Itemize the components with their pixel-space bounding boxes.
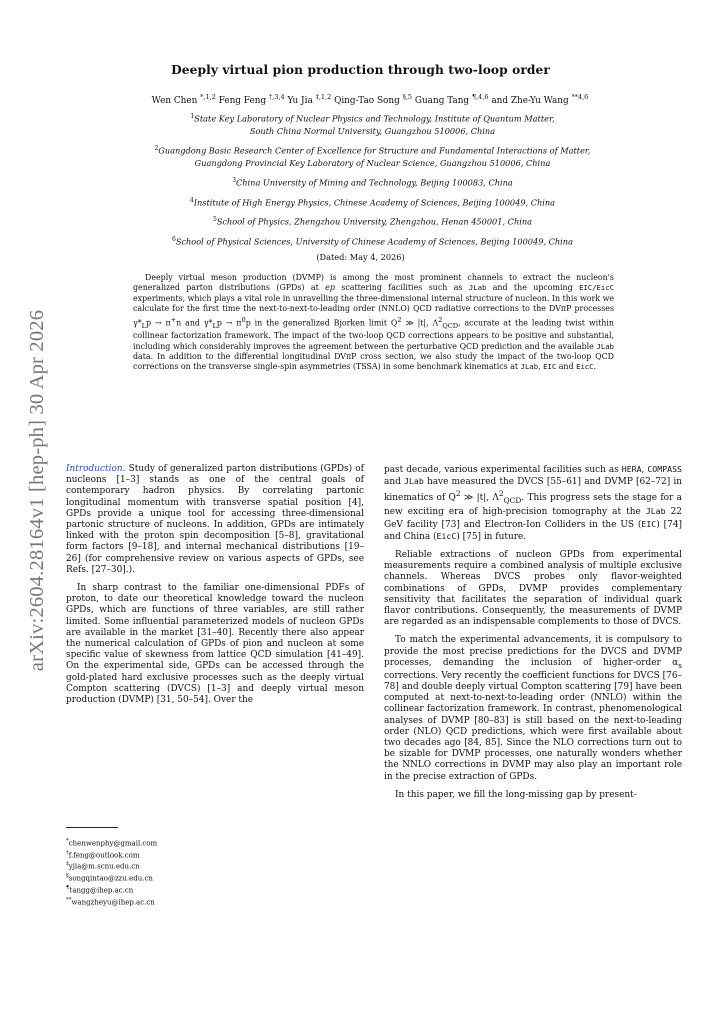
affiliation-line: Institute of High Energy Physics, Chinese Academy of Sciences, Beijing 100049, China [193,197,556,208]
arxiv-identifier-stamp [20,290,56,690]
affiliation-1 [80,111,665,137]
affiliation-line: School of Physics, Zhengzhou University, Zhengzhou, Henan 450001, China [216,216,532,227]
affiliation-3 [80,175,665,189]
author-name: Qing-Tao Song [334,95,400,106]
author-name: Wen Chen [151,95,198,106]
author-marks: **4,6 [571,93,589,101]
author-marks: *,1,2 [200,93,216,101]
author-marks: ‡,1,2 [315,93,332,101]
author-marks: ¶,4,6 [471,93,489,101]
paragraph: In sharp contrast to the familiar one-dimensional PDFs of proton, to date our theoretical knowledge toward the nucleon GPDs, which are functions of three variables, are still rather limited. Some influential parameterized models of nucleon GPDs are available in the market [31–40]. Recently there also appear the numerical calculation of GPDs of pion and nucleon at some specific value of skewness from lattice QCD simulation [41–49]. On the experimental side, GPDs can be accessed through the gold-plated hard exclusive processes such as the deeply virtual Compton scattering (DVCS) [1–3] and deeply virtual meson production (DVMP) [31, 50–54]. Over the [66,583,364,706]
affiliation-number: 3 [232,177,237,184]
affiliation-line: China University of Mining and Technology, Beijing 100083, China [236,177,513,188]
affiliation-line: State Key Laboratory of Nuclear Physics and Technology, Institute of Quantum Matter, [194,113,555,124]
intro-paragraph: Introduction. Study of generalized parton distributions (GPDs) of nucleons [1–3] stands as one of the central goals of contemporary hadron physics. By correlating partonic longitudinal momentum with transverse spatial position [4], GPDs provide a unique tool for accessing three-dimensional partonic structure of nucleons. In addition, GPDs are intimately linked with the proton spin decomposition [5–8], gravitational form factors [9–18], and internal mechanical distributions [19–26] (for comprehensive review on various aspects of GPDs, see Refs. [27–30].). [66,464,364,575]
footnote: §songqintao@zzu.edu.cn [66,873,153,883]
abstract: Deeply virtual meson production (DVMP) is among the most prominent channels to extract the nucleon's generalized parton distributions (GPDs) at ep scattering facilities such as JLab and the upcoming EIC/EicC experiments, which plays a vital role in unravelling the three-dimensional internal structure of nucleon. In this work we calculate for the first time the next-to-next-to-leading order (NNLO) QCD radiative corrections to the DVπP processes $\gamma*_Lp \to \pi^+n$ and $\gamma*_Lp \to \pi^0p$ in the generalized Bjorken limit $Q^2$ ≫ |t|, $\Lambda^2_{QCD}$, accurate at the leading twist within collinear factorization framework. The impact of the two-loop QCD corrections appears to be positive and substantial, including which considerably improves the agreement between the perturbative QCD prediction and the available JLab data. In addition to the differential longitudinal DVπP cross section, we also study the impact of the two-loop QCD corrections on the transverse single-spin asymmetries (TSSA) in some benchmark kinematics at JLab, EIC and EicC. [133,273,614,372]
footnote: ¶tangg@ihep.ac.cn [66,884,134,895]
footnote: †f.feng@outlook.com [66,849,140,860]
affiliation-line: School of Physical Sciences, University of Chinese Academy of Sciences, Beijing 100049, China [175,236,573,247]
left-column [66,464,364,713]
paragraph: past decade, various experimental facilities such as HERA, COMPASS and JLab have measured the DVCS [55–61] and DVMP [62–72] in kinematics of $Q^2$ ≫ |t|, $\Lambda^2_{QCD}$. This progress sets the stage for a new exciting era of high-precision tomography at the JLab 22 GeV facility [73] and Electron-Ion Colliders in the US (EIC) [74] and China (EicC) [75] in future. [384,464,682,542]
author-marks: §,5 [402,93,413,101]
paragraph: In this paper, we fill the long-missing gap by present- [395,789,637,800]
affiliation-6 [80,234,665,248]
affiliation-number: 2 [154,145,159,152]
affiliation-2 [80,143,665,169]
affiliation-number: 1 [190,113,195,120]
paragraph: To match the experimental advancements, it is compulsory to provide the most precise predictions for the DVCS and DVMP processes, demanding the inclusion of higher-order $\alpha_s$ corrections. Very recently the coefficient functions for DVCS [76–78] and double deeply virtual Compton scattering [79] have been computed at next-to-next-to-leading order (NNLO) within the collinear factorization framework. In contrast, phenomenological analyses of DVMP [80–83] is still based on the next-to-leading order (NLO) QCD predictions, which were first available about two decades ago [84, 85]. Since the NLO corrections turn out to be sizable for DVMP processes, one naturally wonders whether the NNLO corrections in DVMP may also play an important role in the precise extraction of GPDs. [384,635,682,782]
author-name: and Zhe-Yu Wang [491,95,569,106]
author-marks: †,3,4 [268,93,285,101]
affiliation-line: South China Normal University, Guangzhou 510006, China [249,125,496,136]
footnote: **wangzheyu@ihep.ac.cn [66,896,155,906]
affiliation-line: Guangdong Basic Research Center of Excellence for Structure and Fundamental Interactions of Matter, [158,145,591,156]
footnotes [66,837,364,907]
affiliation-line: Guangdong Provincial Key Laboratory of Nuclear Science, Guangzhou 510006, China [194,157,551,168]
section-heading-introduction: Introduction. [66,464,126,474]
author-name: Guang Tang [414,95,470,106]
paragraph: Reliable extractions of nucleon GPDs from experimental measurements require a combined analysis of multiple exclusive channels. Whereas DVCS probes only flavor-weighted combinations of GPDs, DVMP provides complementary sensitivity that facilitates the separation of individual quark flavor contributions. Consequently, the measurements of DVMP are regarded as an indispensable complements to those of DVCS. [384,549,682,628]
affiliation-number: 4 [189,197,194,204]
footnote-divider [66,827,118,828]
footnote: *chenwenphy@gmail.com [66,838,158,848]
right-column [384,464,682,808]
affiliation-number: 6 [172,236,176,243]
author-list [60,93,680,106]
affiliation-5 [80,214,665,228]
arxiv-stamp-text: arXiv:2604.28164v1 [hep-ph] 30 Apr 2026 [26,309,49,671]
author-name: Feng Feng [218,95,267,106]
author-name: Yu Jia [287,95,313,106]
affiliation-4 [80,195,665,209]
affiliation-number: 5 [212,216,217,223]
footnote: ‡yjia@m.scnu.edu.cn [66,861,140,871]
paper-title: Deeply virtual pion production through two-loop order [171,63,550,77]
date-line: (Dated: May 4, 2026) [316,252,405,262]
